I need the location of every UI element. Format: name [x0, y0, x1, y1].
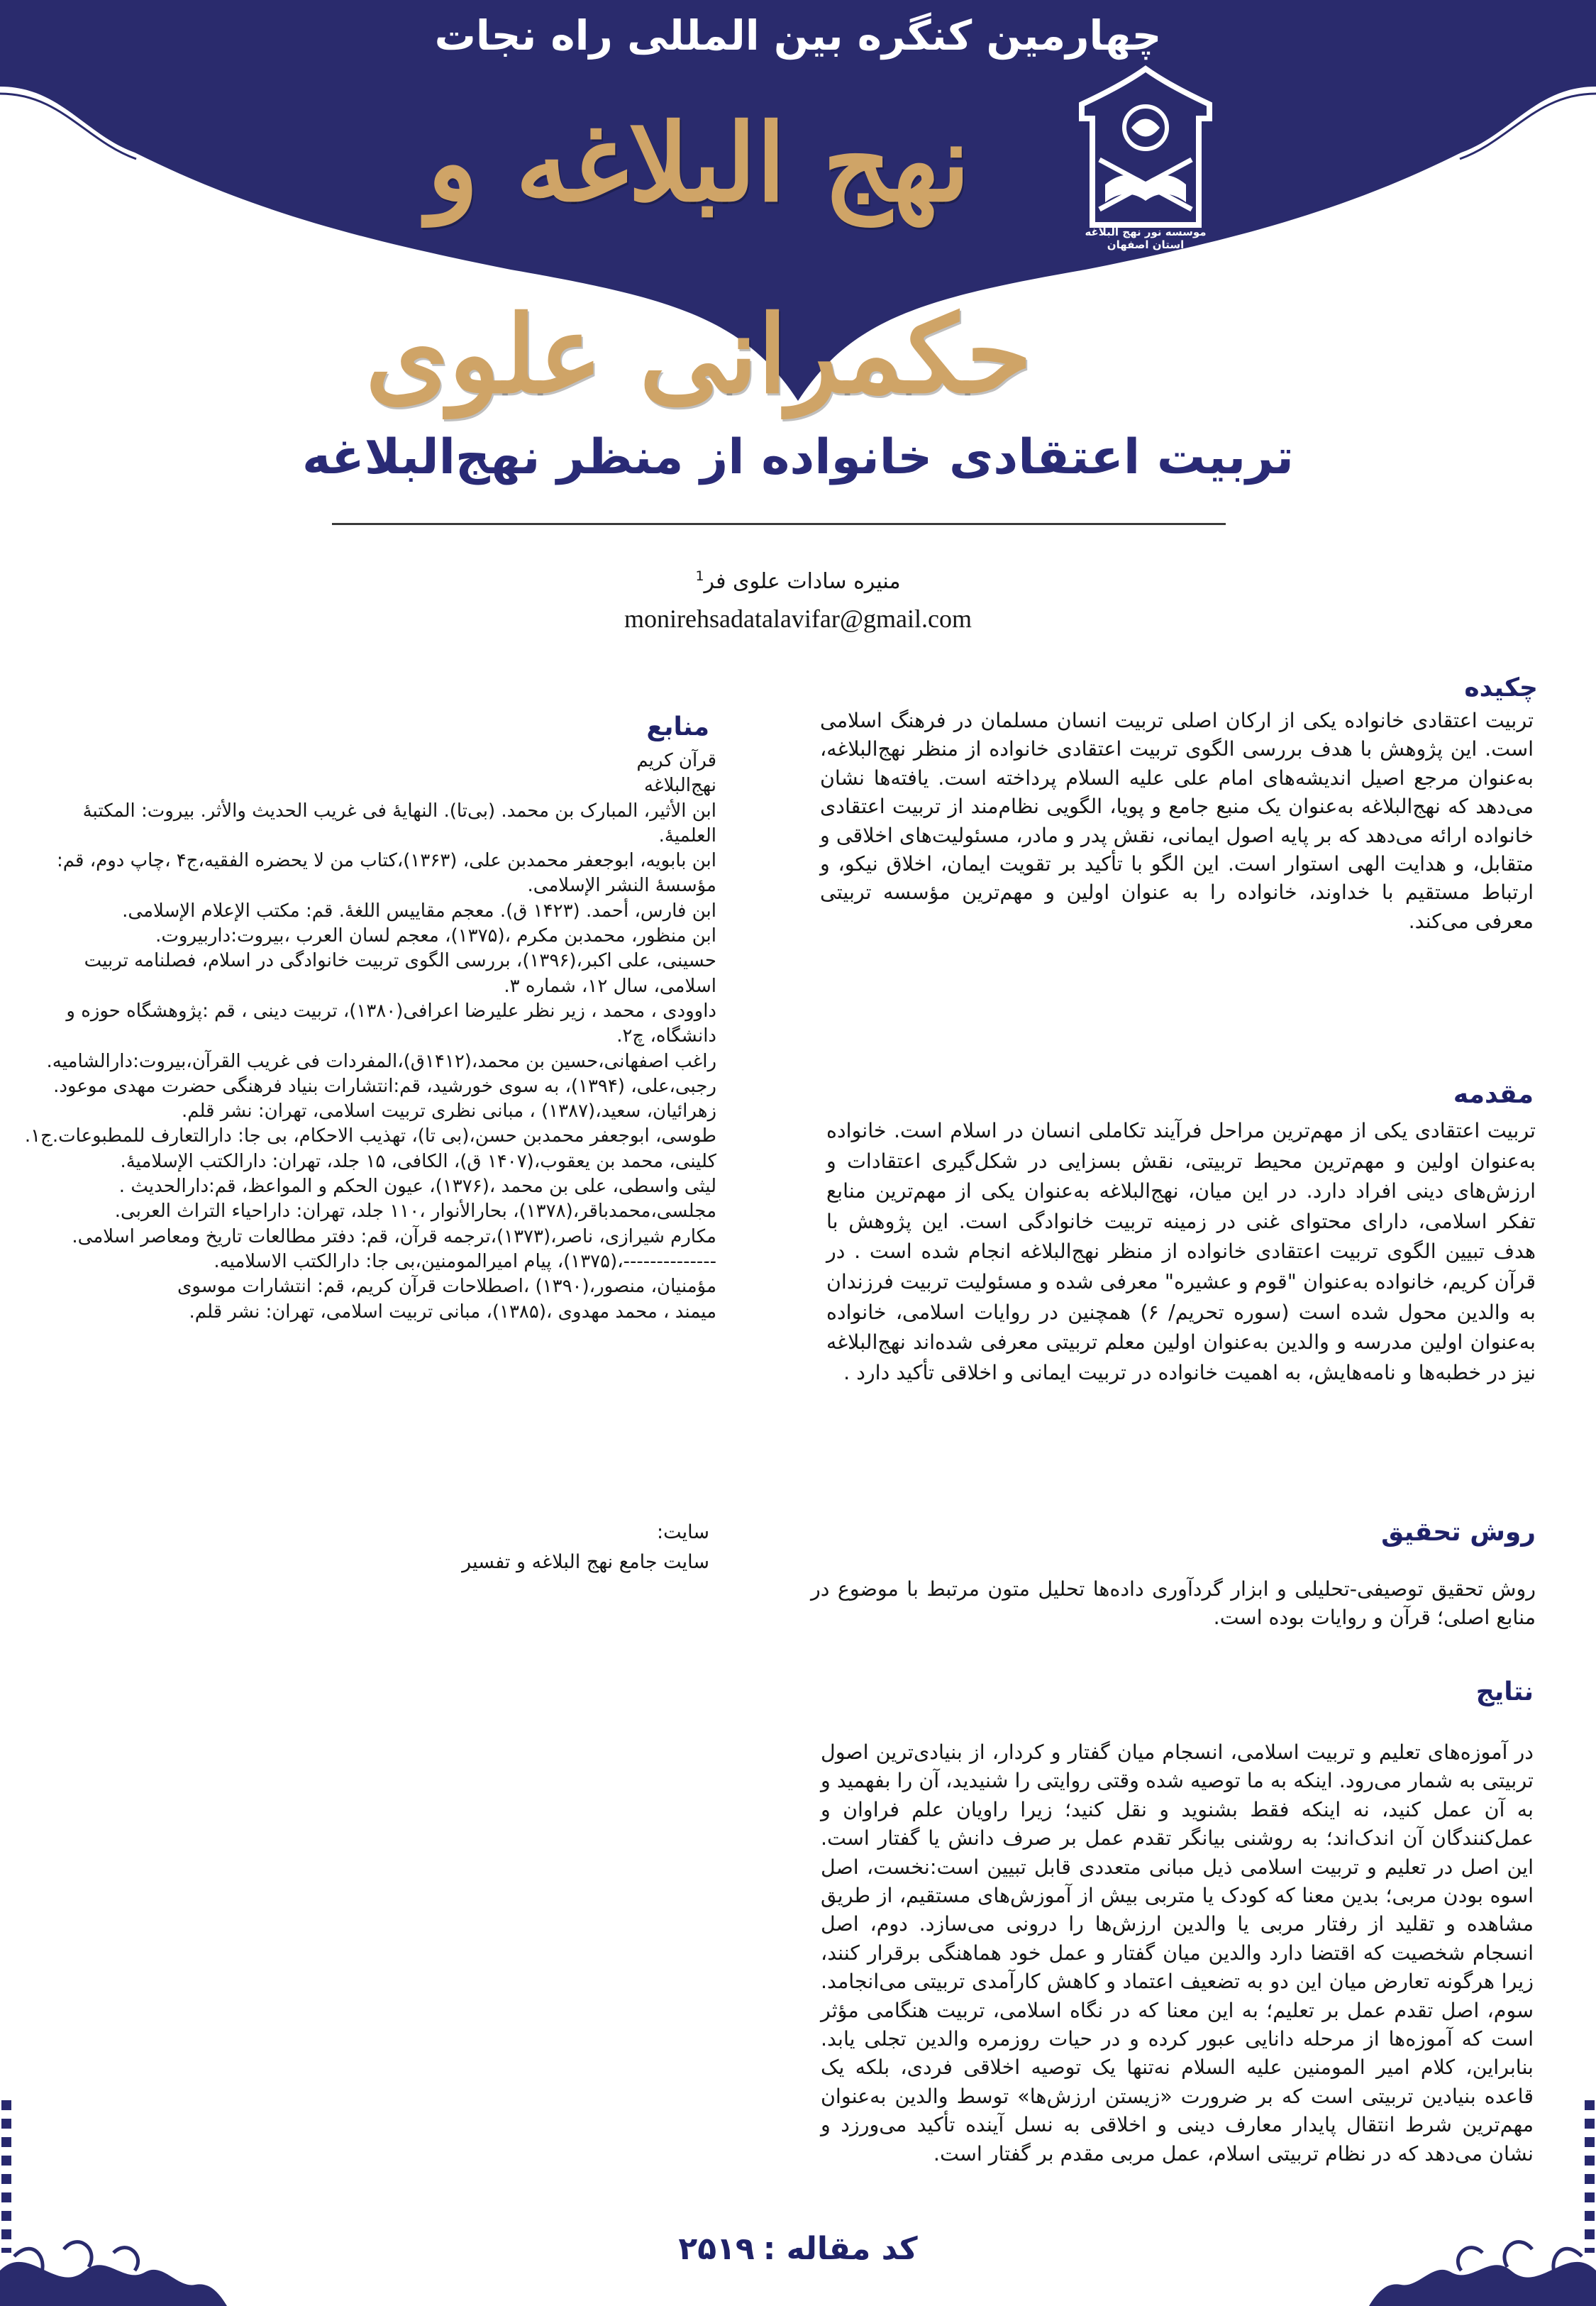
reference-line: قرآن کریم	[636, 750, 716, 771]
paper-code-label: کد مقاله :	[763, 2231, 918, 2267]
references-list	[4, 749, 716, 1325]
reference-line: ابن بابویه، ابوجعفر محمدبن علی، (۱۳۶۳)،کتاب من لا یحضره الفقیه،ج۴ ،چاپ دوم، قم:	[56, 850, 716, 872]
abstract-text: تربیت اعتقادی خانواده یکی از ارکان اصلی تربیت انسان مسلمان در فرهنگ اسلامی است. این پژوهش با هدف بررسی الگوی تربیت اعتقادی خانواده از منظر نهج‌البلاغه، به‌عنوان مرجع اصیل اندیشه‌های امام علی علیه السلام پرداخته است. یافته‌ها نشان می‌دهد که نهج‌البلاغه به‌عنوان یک منبع جامع و پویا، الگویی نظام‌مند از تربیت اعتقادی خانواده ارائه می‌دهد که بر پایه اصول ایمانی، نقش پدر و مادر، مسئولیت‌های اخلاقی و متقابل، و هدایت الهی استوار است. این الگو با تأکید بر تقویت ایمان، اخلاق نیکو، و ارتباط مستقیم با خداوند، خانواده را به عنوان اولین و مهم‌ترین مؤسسه تربیتی معرفی می‌کند.	[820, 709, 1534, 933]
reference-line: حسینی، علی اکبر،(۱۳۹۶)، بررسی الگوی تربیت خانوادگی در اسلام، فصلنامه تربیت	[84, 950, 716, 972]
congress-title: چهارمین کنگره بین المللی راه نجات	[434, 11, 1162, 60]
reference-line: لیثی واسطی، علی بن محمد ،(۱۳۷۶)، عیون الحکم و المواعظ، قم:دارالحدیث .	[118, 1176, 716, 1198]
results-text: در آموزه‌های تعلیم و تربیت اسلامی، انسجام میان گفتار و کردار، از بنیادی‌ترین اصول تربیتی به شمار می‌رود. اینکه به ما توصیه شده وقتی روایتی را شنیدید، آن را بفهمید و به آن عمل کنید، نه اینکه فقط بشنوید و نقل کنید؛ زیرا راویان علم فراوان و عمل‌کنندگان آن اندک‌اند؛ به روشنی بیانگر تقدم عمل بر صرف دانش یا گفتار است. این اصل در تعلیم و تربیت اسلامی ذیل مبانی متعددی قابل تبیین است:نخست، اصل اسوه بودن مربی؛ بدین معنا که کودک یا متربی بیش از آموزش‌های مستقیم، از طریق مشاهده و تقلید از رفتار مربی یا والدین ارزش‌ها را درونی می‌سازد. دوم، اصل انسجام شخصیت که اقتضا دارد والدین میان گفتار و عمل خود هماهنگی برقرار کنند، زیرا هرگونه تعارض میان این دو به تضعیف اعتماد و کاهش کارآمدی تربیتی می‌انجامد. سوم، اصل تقدم عمل بر تعلیم؛ به این معنا که در نگاه اسلامی، تربیت هنگامی مؤثر است که آموزه‌ها از مرحله دانایی عبور کرده و در حیات روزمره والدین تجلی یابد. بنابراین، کلام امیر المومنین علیه السلام نه‌تنها یک توصیه اخلاقی فردی، بلکه یک قاعده بنیادین تربیتی است که بر ضرورت «زیستن ارزش‌ها» توسط والدین به‌عنوان مهم‌ترین شرط انتقال پایدار معارف دینی و اخلاقی به نسل آینده تأکید می‌ورزد و نشان می‌دهد که در نظام تربیتی اسلام، عمل مربی مقدم بر گفتار است.	[821, 1740, 1534, 2166]
results-heading: نتایج	[1475, 1677, 1534, 1706]
reference-line: مؤمنیان، منصور،(۱۳۹۰) ،اصطلاحات قرآن کریم، قم: انتشارات موسوی	[177, 1276, 716, 1298]
reference-line: ابن فارس، أحمد. (۱۴۲۳ ق). معجم مقاییس اللغهٔ. قم: مکتب الإعلام الإسلامی.	[122, 900, 716, 922]
author-email[interactable]: monirehsadatalavifar@gmail.com	[624, 605, 972, 633]
author-line	[0, 561, 1596, 597]
title-divider	[332, 523, 1226, 525]
paper-code-value: ۲۵۱۹	[678, 2231, 755, 2267]
references-heading: منابع	[646, 712, 709, 741]
method-heading: روش تحقیق	[1381, 1518, 1536, 1547]
reference-line: مکارم شیرازی، ناصر،(۱۳۷۳)،ترجمه قرآن، قم: دفتر مطالعات تاریخ ومعاصر اسلامی.	[72, 1225, 716, 1247]
reference-line: ابن منظور، محمدبن مکرم ،(۱۳۷۵)، معجم لسان العرب ،بیروت:داربیروت.	[155, 925, 716, 947]
website-name: سایت جامع نهج البلاغه و تفسیر	[462, 1551, 709, 1573]
reference-line: میمند ، محمد مهدوی ،(۱۳۸۵)، مبانی تربیت اسلامی، تهران: نشر قلم.	[189, 1301, 716, 1323]
author-footnote-mark: 1	[695, 568, 704, 584]
abstract-heading: چکیده	[1464, 673, 1538, 702]
reference-line: --------------،(۱۳۷۵)، پیام امیرالمومنین،بی جا: دارالکتب الاسلامیه.	[214, 1250, 716, 1272]
reference-line: کلینی، محمد بن یعقوب،(۱۴۰۷ ق)، الکافی، ۱۵ جلد، تهران: دارالکتب الإسلامیهٔ.	[120, 1150, 716, 1172]
paper-code	[0, 2228, 1596, 2271]
reference-line: داوودی ، محمد ، زیر نظر علیرضا اعرافی(۱۳۸۰)، تربیت دینی ، قم :پژوهشگاه حوزه و	[66, 1000, 716, 1022]
reference-line: العلمیهٔ.	[658, 824, 716, 846]
reference-line: طوسی، ابوجعفر محمدبن حسن،(بی تا)، تهذیب الاحکام، بی جا: دارالتعارف للمطبوعات.ج۱.	[24, 1125, 716, 1147]
logo-caption: موسسه نور نهج البلاغه استان اصفهان	[1085, 226, 1207, 251]
reference-line: ابن الأثیر، المبارک بن محمد. (بی‌تا). النهایهٔ فی غریب الحدیث والأثر. بیروت: المکتبهٔ	[82, 800, 716, 822]
reference-line: مجلسی،محمدباقر،(۱۳۷۸)، بحارالأنوار ،۱۱۰ جلد، تهران: داراحیاء التراث العربی.	[114, 1201, 716, 1223]
reference-line: راغب اصفهانی،حسین بن محمد،(۱۴۱۲ق)،المفردات فی غریب القرآن،بیروت:دارالشامیه.	[46, 1050, 716, 1072]
introduction-heading: مقدمه	[1453, 1080, 1534, 1109]
reference-line: زهرائیان، سعید،(۱۳۸۷) ، مبانی نظری تربیت اسلامی، تهران: نشر قلم.	[181, 1100, 716, 1122]
introduction-text: تربیت اعتقادی یکی از مهم‌ترین مراحل فرآیند تکاملی انسان در اسلام است. خانواده به‌عنوان اولین و مهم‌ترین محیط تربیتی، نقش بسزایی در شکل‌گیری اعتقادات و ارزش‌های دینی افراد دارد. در این میان، نهج‌البلاغه به‌عنوان یکی از مهم‌ترین منابع تفکر اسلامی، دارای محتوای غنی در زمینه تربیت خانوادگی است. این پژوهش با هدف تبیین الگوی تربیت اعتقادی خانواده از منظر نهج‌البلاغه انجام شده است . در قرآن کریم، خانواده به‌عنوان "قوم و عشیره" معرفی شده و مسئولیت تربیت فرزندان به والدین محول شده است (سوره تحریم/ ۶) همچنین در روایات اسلامی، خانواده به‌عنوان اولین مدرسه و والدین به‌عنوان اولین معلم تربیتی معرفی شده‌اند نهج‌البلاغه نیز در خطبه‌ها و نامه‌هایش، به اهمیت خانواده در تربیت ایمانی و اخلاقی تأکید دارد .	[826, 1119, 1536, 1384]
reference-line: اسلامی، سال ۱۲، شماره ۳.	[504, 975, 716, 997]
reference-line: مؤسسهٔ النشر الإسلامی.	[527, 875, 716, 897]
website-label: سایت:	[657, 1521, 709, 1543]
congress-brand-calligraphy: نهج البلاغه و حکمرانی علوی	[365, 101, 1032, 417]
author-name: منیره سادات علوی فر	[704, 569, 901, 594]
paper-title: تربیت اعتقادی خانواده از منظر نهج‌البلاغه	[302, 429, 1294, 485]
reference-line: نهج‌البلاغه	[643, 775, 716, 797]
reference-line: رجبی،علی، (۱۳۹۴)، به سوی خورشید، قم:انتشارات بنیاد فرهنگی حضرت مهدی موعود.	[53, 1075, 716, 1097]
method-text: روش تحقیق توصیفی-تحلیلی و ابزار گردآوری داده‌ها تحلیل متون مرتبط با موضوع در منابع اصلی؛ قرآن و روایات بوده است.	[811, 1577, 1536, 1630]
institute-logo	[1064, 60, 1227, 252]
conference-header	[0, 0, 1596, 417]
reference-line: دانشگاه، چ۲.	[616, 1025, 716, 1047]
